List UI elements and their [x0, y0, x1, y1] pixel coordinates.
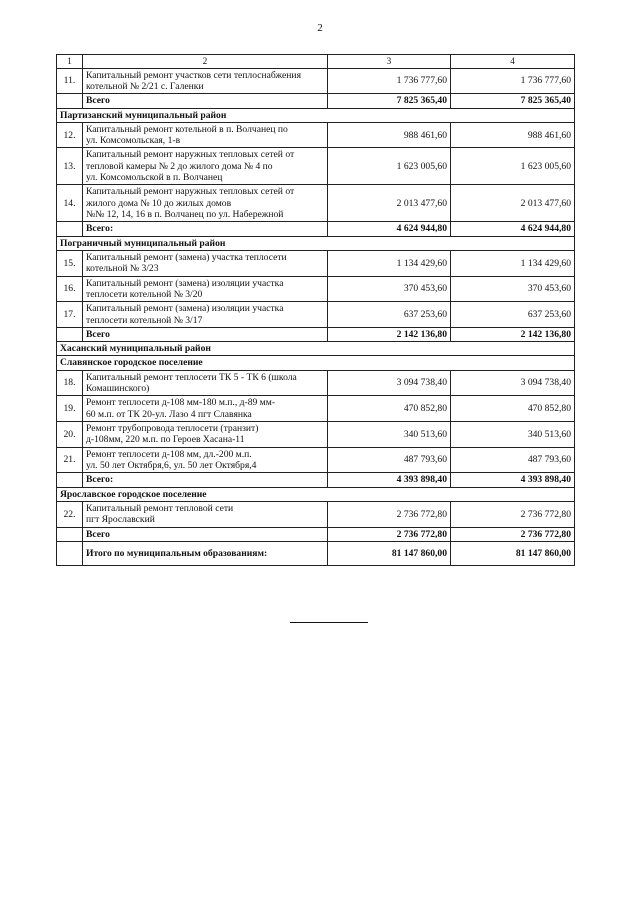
amount-col-3: 4 624 944,80	[328, 222, 451, 236]
description-line: Капитальный ремонт котельной в п. Волчанец по	[86, 123, 288, 135]
amount-col-4: 1 736 777,60	[451, 68, 575, 94]
description-line: ул. Комсомольской в п. Волчанец	[86, 172, 223, 184]
row-number: 14.	[57, 185, 83, 222]
description-line: №№ 12, 14, 16 в п. Волчанец по ул. Набережной	[86, 209, 284, 221]
amount-col-3: 81 147 860,00	[328, 541, 451, 565]
column-header-row	[57, 55, 575, 69]
column-header-2: 2	[83, 55, 328, 69]
total-row	[57, 327, 575, 341]
table-body	[57, 55, 575, 566]
amount-col-3: 340 513,60	[328, 422, 451, 448]
footer-divider	[290, 622, 368, 623]
section-header-row	[57, 108, 575, 122]
amount-col-4: 340 513,60	[451, 422, 575, 448]
row-description	[83, 370, 328, 396]
description-line: Капитальный ремонт (замена) участка теплосети	[86, 251, 287, 263]
amount-col-4: 2 142 136,80	[451, 327, 575, 341]
row-description	[83, 122, 328, 148]
description-line: пгт Ярославский	[86, 514, 155, 526]
amount-col-4: 470 852,80	[451, 396, 575, 422]
row-number: 18.	[57, 370, 83, 396]
description-line: Всего	[86, 528, 110, 540]
amount-col-3: 7 825 365,40	[328, 94, 451, 108]
row-number: 11.	[57, 68, 83, 94]
description-line: Итого по муниципальным образованиям:	[86, 547, 268, 559]
row-number: 19.	[57, 396, 83, 422]
table-row	[57, 276, 575, 302]
table-row	[57, 185, 575, 222]
section-title-text: Партизанский муниципальный район	[60, 109, 227, 121]
column-header-4: 4	[451, 55, 575, 69]
amount-col-4: 988 461,60	[451, 122, 575, 148]
row-description	[83, 501, 328, 527]
amount-col-4: 2 736 772,80	[451, 527, 575, 541]
description-line: Капитальный ремонт наружных тепловых сетей от	[86, 186, 295, 198]
row-number	[57, 527, 83, 541]
table-row	[57, 250, 575, 276]
row-description	[83, 447, 328, 473]
description-line: Капитальный ремонт участков сети теплоснабжения	[86, 69, 301, 81]
description-line: ул. 50 лет Октября,6, ул. 50 лет Октября,4	[86, 459, 257, 471]
description-line: Капитальный ремонт (замена) изоляции участка	[86, 303, 284, 315]
amount-col-3: 4 393 898,40	[328, 473, 451, 487]
amount-col-3: 2 013 477,60	[328, 185, 451, 222]
table-row	[57, 447, 575, 473]
amount-col-3: 2 736 772,80	[328, 527, 451, 541]
description-line: Ремонт теплосети д-108 мм-180 м.п., д-89 мм-	[86, 397, 276, 409]
amount-col-4: 1 134 429,60	[451, 250, 575, 276]
description-line: ул. Комсомольская, 1-в	[86, 135, 181, 147]
row-description	[83, 185, 328, 222]
column-header-3: 3	[328, 55, 451, 69]
page-number: 2	[317, 22, 323, 34]
row-number: 17.	[57, 302, 83, 328]
total-row	[57, 94, 575, 108]
amount-col-3: 1 623 005,60	[328, 148, 451, 185]
amount-col-3: 1 736 777,60	[328, 68, 451, 94]
row-description	[83, 302, 328, 328]
total-row	[57, 222, 575, 236]
row-number	[57, 327, 83, 341]
description-line: тепловой камеры № 2 до жилого дома № 4 по	[86, 160, 273, 172]
row-description	[83, 396, 328, 422]
description-line: теплосети котельной № 3/17	[86, 314, 203, 326]
section-title-text: Пограничный муниципальный район	[60, 237, 226, 249]
amount-col-3: 1 134 429,60	[328, 250, 451, 276]
grand-total-row	[57, 541, 575, 565]
row-number: 20.	[57, 422, 83, 448]
description-line: Всего	[86, 95, 110, 107]
table-row	[57, 68, 575, 94]
row-description	[83, 94, 328, 108]
budget-table	[56, 54, 575, 566]
row-description	[83, 276, 328, 302]
row-description	[83, 250, 328, 276]
section-title	[57, 342, 575, 356]
description-line: Капитальный ремонт тепловой сети	[86, 502, 234, 514]
row-number	[57, 541, 83, 565]
row-description	[83, 473, 328, 487]
description-line: Всего:	[86, 223, 114, 235]
row-description	[83, 222, 328, 236]
section-header-row	[57, 236, 575, 250]
table-row	[57, 370, 575, 396]
amount-col-3: 2 736 772,80	[328, 501, 451, 527]
amount-col-4: 2 736 772,80	[451, 501, 575, 527]
row-number	[57, 473, 83, 487]
section-title	[57, 108, 575, 122]
amount-col-4: 81 147 860,00	[451, 541, 575, 565]
column-header-1: 1	[57, 55, 83, 69]
table-row	[57, 396, 575, 422]
amount-col-3: 637 253,60	[328, 302, 451, 328]
amount-col-4: 4 624 944,80	[451, 222, 575, 236]
row-number: 12.	[57, 122, 83, 148]
total-row	[57, 527, 575, 541]
row-description	[83, 148, 328, 185]
section-header-row	[57, 487, 575, 501]
amount-col-3: 370 453,60	[328, 276, 451, 302]
row-number: 13.	[57, 148, 83, 185]
description-line: Ремонт теплосети д-108 мм, дл.-200 м.п.	[86, 448, 252, 460]
total-row	[57, 473, 575, 487]
row-number: 16.	[57, 276, 83, 302]
amount-col-3: 487 793,60	[328, 447, 451, 473]
row-description	[83, 327, 328, 341]
amount-col-4: 370 453,60	[451, 276, 575, 302]
section-header-row	[57, 342, 575, 356]
row-number: 15.	[57, 250, 83, 276]
section-title-text: Хасанский муниципальный район	[60, 343, 211, 355]
description-line: котельной № 2/21 с. Галенки	[86, 80, 204, 92]
description-line: Капитальный ремонт наружных тепловых сетей от	[86, 149, 295, 161]
amount-col-4: 3 094 738,40	[451, 370, 575, 396]
description-line: котельной № 3/23	[86, 263, 159, 275]
description-line: Комашинского)	[86, 383, 150, 395]
table-row	[57, 302, 575, 328]
amount-col-4: 1 623 005,60	[451, 148, 575, 185]
description-line: Капитальный ремонт теплосети ТК 5 - ТК 6 (школа	[86, 371, 297, 383]
amount-col-4: 4 393 898,40	[451, 473, 575, 487]
row-number: 22.	[57, 501, 83, 527]
row-number	[57, 222, 83, 236]
row-number: 21.	[57, 447, 83, 473]
table-row	[57, 122, 575, 148]
amount-col-4: 637 253,60	[451, 302, 575, 328]
description-line: 60 м.п. от ТК 20-ул. Лазо 4 пгт Славянка	[86, 408, 252, 420]
row-description	[83, 541, 328, 565]
description-line: Капитальный ремонт (замена) изоляции участка	[86, 277, 284, 289]
row-description	[83, 68, 328, 94]
row-description	[83, 422, 328, 448]
amount-col-3: 3 094 738,40	[328, 370, 451, 396]
row-number	[57, 94, 83, 108]
description-line: Всего:	[86, 474, 114, 486]
section-title	[57, 236, 575, 250]
description-line: теплосети котельной № 3/20	[86, 288, 203, 300]
subsection-header-row	[57, 356, 575, 370]
amount-col-4: 487 793,60	[451, 447, 575, 473]
description-line: жилого дома № 10 до жилых домов	[86, 197, 232, 209]
section-title	[57, 356, 575, 370]
table-row	[57, 501, 575, 527]
amount-col-4: 7 825 365,40	[451, 94, 575, 108]
amount-col-3: 470 852,80	[328, 396, 451, 422]
amount-col-3: 988 461,60	[328, 122, 451, 148]
table-row	[57, 148, 575, 185]
row-description	[83, 527, 328, 541]
table-row	[57, 422, 575, 448]
description-line: д-108мм, 220 м.п. по Героев Хасана-11	[86, 434, 245, 446]
description-line: Ремонт трубопровода теплосети (транзит)	[86, 423, 259, 435]
section-title-text: Ярославское городское поселение	[60, 488, 207, 500]
amount-col-3: 2 142 136,80	[328, 327, 451, 341]
section-title-text: Славянское городское поселение	[60, 357, 203, 369]
description-line: Всего	[86, 328, 110, 340]
amount-col-4: 2 013 477,60	[451, 185, 575, 222]
section-title	[57, 487, 575, 501]
